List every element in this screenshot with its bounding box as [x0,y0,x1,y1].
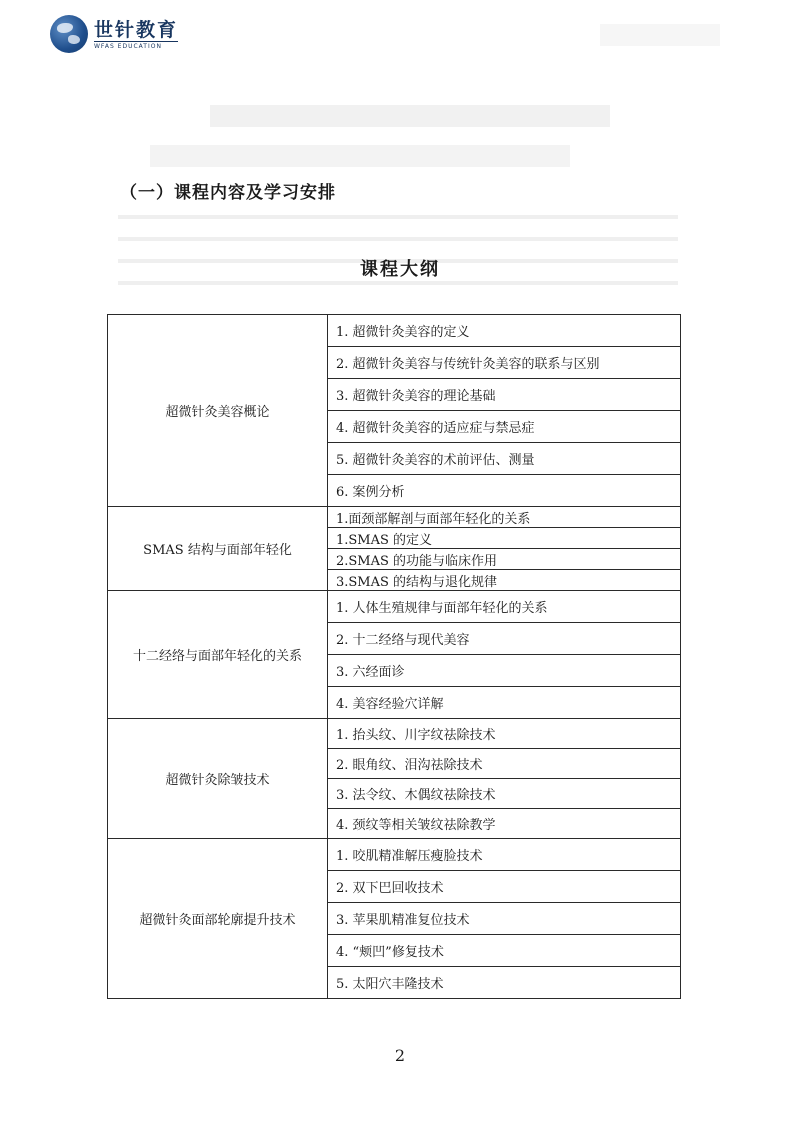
category-cell: 超微针灸面部轮廓提升技术 [108,839,328,999]
category-cell: 超微针灸除皱技术 [108,719,328,839]
table-row [108,315,681,347]
topic-cell: 3. 超微针灸美容的理论基础 [328,379,681,411]
outline-title: 课程大纲 [360,259,440,280]
page-number: 2 [394,1046,406,1065]
topic-cell: 4. 超微针灸美容的适应症与禁忌症 [328,411,681,443]
topic-cell: 1. 超微针灸美容的定义 [328,315,681,347]
topic-cell: 3. 法令纹、木偶纹祛除技术 [328,779,681,809]
topic-cell: 2.SMAS 的功能与临床作用 [328,549,681,570]
topic-cell: 1.SMAS 的定义 [328,528,681,549]
table-row [108,839,681,871]
logo-english-name: WFAS EDUCATION [94,41,178,50]
topic-cell: 6. 案例分析 [328,475,681,507]
topic-cell: 1. 人体生殖规律与面部年轻化的关系 [328,591,681,623]
topic-cell: 1.面颈部解剖与面部年轻化的关系 [328,507,681,528]
section-heading: （一）课程内容及学习安排 [120,183,336,203]
topic-cell: 4. “颊凹”修复技术 [328,935,681,967]
topic-cell: 1. 抬头纹、川字纹祛除技术 [328,719,681,749]
topic-cell: 2. 眼角纹、泪沟祛除技术 [328,749,681,779]
topic-cell: 4. 颈纹等相关皱纹祛除教学 [328,809,681,839]
course-outline-table [107,314,681,999]
table-row [108,507,681,528]
category-cell: SMAS 结构与面部年轻化 [108,507,328,591]
topic-cell: 5. 超微针灸美容的术前评估、测量 [328,443,681,475]
brand-logo [50,12,178,56]
topic-cell: 3. 六经面诊 [328,655,681,687]
logo-chinese-name: 世针教育 [94,18,179,41]
table-row [108,591,681,623]
logo-text [94,19,178,50]
bleed-through-shadow [210,105,610,127]
topic-cell: 5. 太阳穴丰隆技术 [328,967,681,999]
category-cell: 超微针灸美容概论 [108,315,328,507]
table-row [108,719,681,749]
topic-cell: 2. 十二经络与现代美容 [328,623,681,655]
bleed-through-shadow [600,24,720,46]
topic-cell: 3.SMAS 的结构与退化规律 [328,570,681,591]
category-cell: 十二经络与面部年轻化的关系 [108,591,328,719]
topic-cell: 1. 咬肌精准解压瘦脸技术 [328,839,681,871]
bleed-through-shadow [150,145,570,167]
topic-cell: 2. 超微针灸美容与传统针灸美容的联系与区别 [328,347,681,379]
globe-icon [50,15,88,53]
topic-cell: 4. 美容经验穴详解 [328,687,681,719]
topic-cell: 2. 双下巴回收技术 [328,871,681,903]
topic-cell: 3. 苹果肌精准复位技术 [328,903,681,935]
